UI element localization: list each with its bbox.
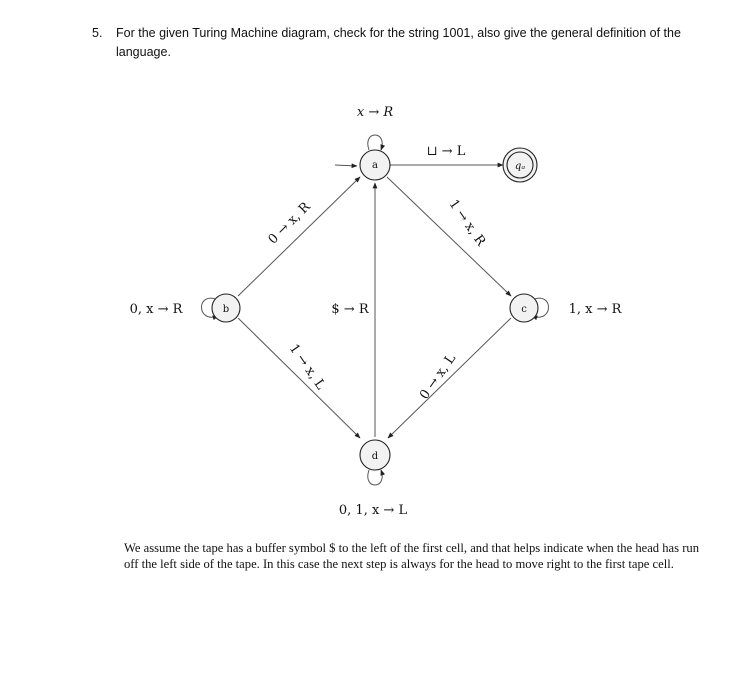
label-b-a: 0 → x, R: [265, 199, 314, 248]
state-d-label: d: [371, 451, 379, 462]
edge-b-d: [238, 318, 360, 438]
label-d-a: $ → R: [331, 302, 369, 317]
state-a-label: a: [372, 160, 378, 171]
edge-start: [335, 165, 357, 166]
label-c-d: 0 → x, L: [417, 351, 460, 403]
edge-b-a: [238, 177, 360, 296]
question-number: 5.: [92, 26, 103, 40]
state-c-label: c: [521, 304, 527, 315]
loop-d: [368, 470, 382, 485]
edge-c-d: [388, 318, 511, 438]
label-b-loop: 0, x → R: [129, 302, 183, 317]
label-a-loop: x → R: [356, 105, 394, 120]
label-a-qa: ⊔ → L: [426, 144, 466, 159]
label-b-d: 1 → x, L: [285, 341, 328, 393]
loop-a: [368, 135, 382, 150]
label-a-c: 1 → x, R: [445, 197, 489, 249]
label-c-loop: 1, x → R: [568, 302, 622, 317]
tape-note: We assume the tape has a buffer symbol $ to the left of the first cell, and that helps indicate when the head has run off the left side of the tape. In this case the next step is always for the head to move right to the first tape cell.: [124, 541, 699, 571]
label-d-loop: 0, 1, x → L: [338, 503, 408, 518]
state-b-label: b: [222, 304, 230, 315]
state-qa-label: qₐ: [514, 161, 526, 172]
question-text: For the given Turing Machine diagram, check for the string 1001, also give the general definition of the language.: [116, 26, 681, 59]
edge-a-c: [387, 177, 511, 296]
